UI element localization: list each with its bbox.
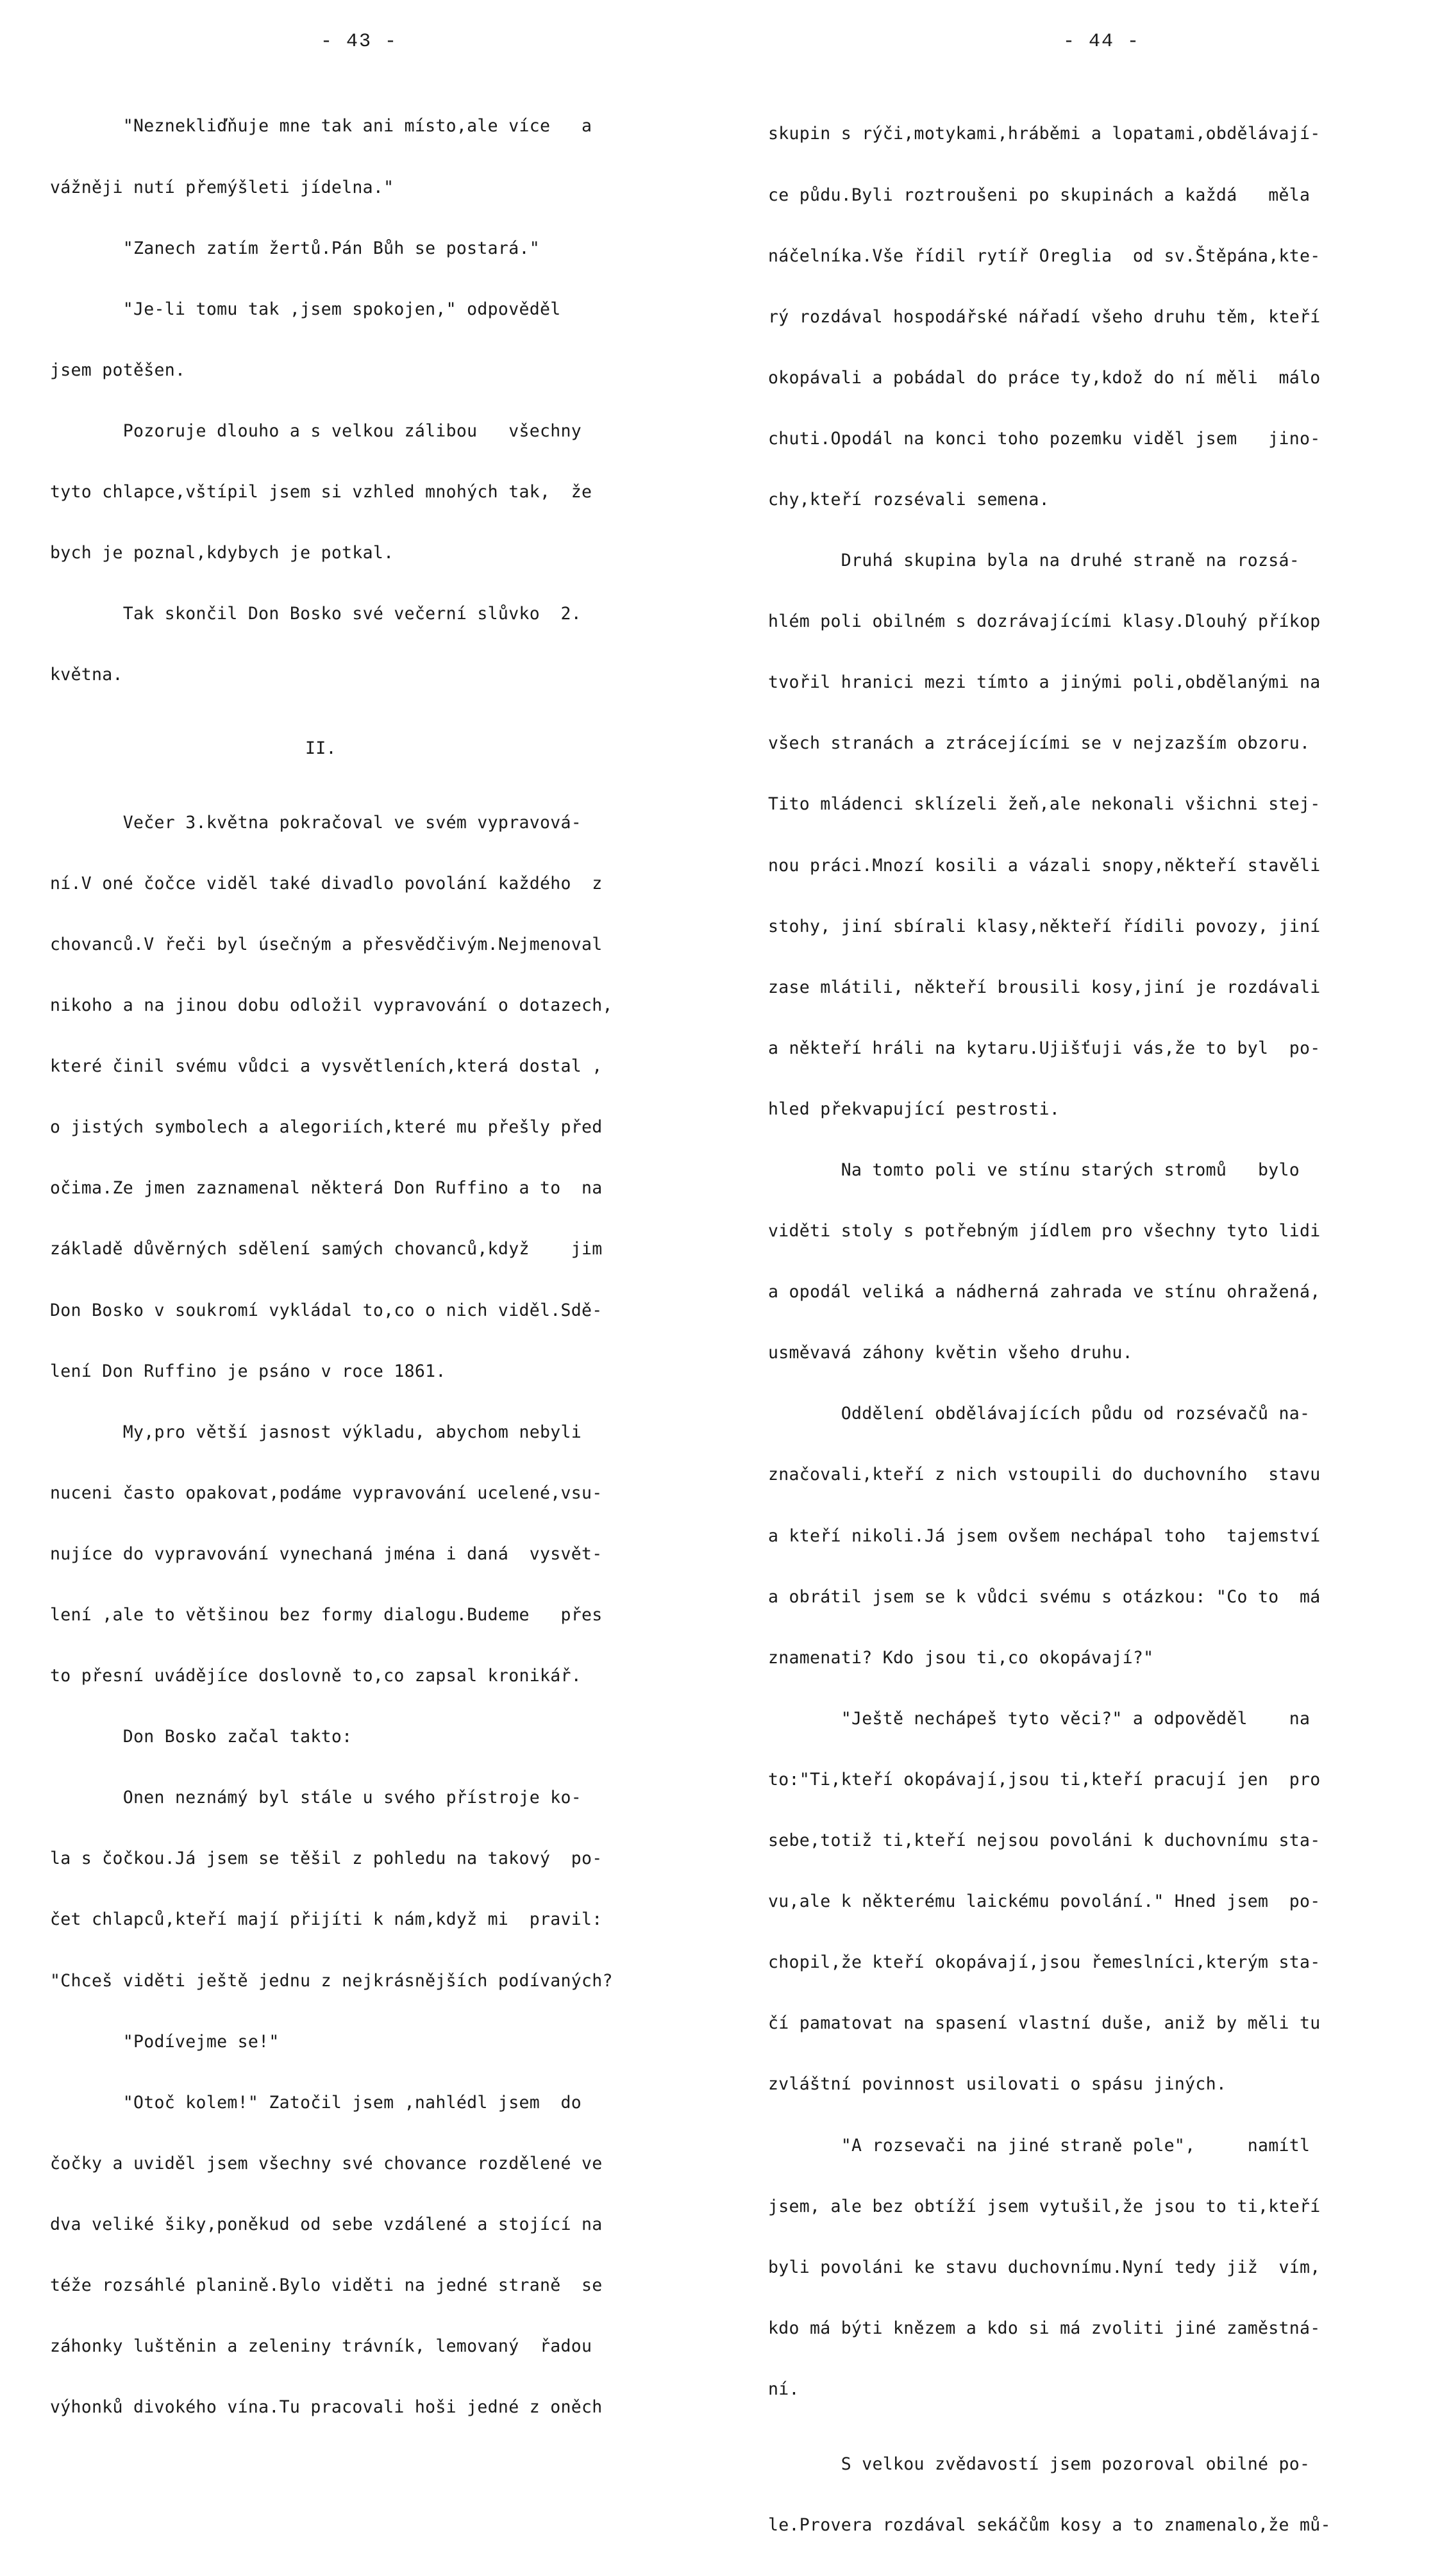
- text-line: Večer 3.května pokračoval ve svém vypravová-: [50, 812, 582, 833]
- text-line: okopávali a pobádal do práce ty,kdož do ní měli málo: [768, 367, 1321, 388]
- text-line: "Podívejme se!": [50, 2031, 280, 2052]
- text-line: sebe,totiž ti,kteří nejsou povoláni k duchovnímu sta-: [768, 1831, 1321, 1851]
- text-line: ní.: [768, 2379, 800, 2399]
- text-line: usměvavá záhony květin všeho druhu.: [768, 1343, 1133, 1363]
- text-line: zase mlátili, někteří brousili kosy,jiní je rozdávali: [768, 977, 1321, 997]
- text-line: "Otoč kolem!" Zatočil jsem ,nahlédl jsem do: [50, 2092, 582, 2113]
- text-line: jsem potěšen.: [50, 360, 186, 380]
- text-line: lení ,ale to většinou bez formy dialogu.Budeme přes: [50, 1604, 603, 1625]
- text-line: rý rozdával hospodářské nářadí všeho druhu těm, kteří: [768, 306, 1321, 327]
- text-line: "Je-li tomu tak ,jsem spokojen," odpověděl: [50, 299, 561, 319]
- text-line: to:"Ti,kteří okopávají,jsou ti,kteří pracují jen pro: [768, 1769, 1321, 1790]
- text-line: Na tomto poli ve stínu starých stromů bylo: [768, 1160, 1300, 1180]
- text-line: chopil,že kteří okopávají,jsou řemeslníci,kterým sta-: [768, 1952, 1321, 1973]
- text-line: Onen neznámý byl stále u svého přístroje ko-: [50, 1788, 582, 1808]
- text-line: hled překvapující pestrosti.: [768, 1099, 1060, 1119]
- text-line: nujíce do vypravování vynechaná jména i daná vysvět-: [50, 1543, 603, 1564]
- text-line: ní.V oné čočce viděl také divadlo povolání každého z: [50, 873, 603, 893]
- text-line: vu,ale k některému laickému povolání." Hned jsem po-: [768, 1891, 1321, 1912]
- text-line: la s čočkou.Já jsem se těšil z pohledu na takový po-: [50, 1849, 603, 1869]
- text-line: bych je poznal,kdybych je potkal.: [50, 543, 394, 563]
- text-line: nou práci.Mnozí kosili a vázali snopy,někteří stavěli: [768, 855, 1321, 876]
- text-line: Druhá skupina byla na druhé straně na rozsá-: [768, 551, 1300, 571]
- text-line: čočky a uviděl jsem všechny své chovance rozdělené ve: [50, 2153, 603, 2173]
- text-line: a opodál veliká a nádherná zahrada ve stínu ohražená,: [768, 1282, 1321, 1302]
- text-line: o jistých symbolech a alegoriích,které mu přešly před: [50, 1117, 603, 1138]
- text-line: chy,kteří rozsévali semena.: [768, 489, 1050, 510]
- text-line: záhonky luštěnin a zeleniny trávník, lemovaný řadou: [50, 2336, 592, 2357]
- text-line: Tak skončil Don Bosko své večerní slůvko 2.: [50, 604, 582, 624]
- text-line: a obrátil jsem se k vůdci svému s otázkou: "Co to má: [768, 1586, 1321, 1607]
- text-line: a kteří nikoli.Já jsem ovšem nechápal toho tajemství: [768, 1525, 1321, 1546]
- text-line: vážněji nutí přemýšleti jídelna.": [50, 177, 394, 197]
- section-heading: [50, 726, 613, 772]
- text-line: Don Bosko začal takto:: [50, 1727, 353, 1747]
- text-line: hlém poli obilném s dozrávajícími klasy.Dlouhý příkop: [768, 611, 1321, 632]
- text-line: "A rozsevači na jiné straně pole", namítl: [768, 2135, 1311, 2156]
- text-line: očima.Ze jmen zaznamenal některá Don Ruffino a to na: [50, 1178, 603, 1199]
- text-line: "Neznekliďňuje mne tak ani místo,ale více a: [50, 116, 592, 137]
- text-line: "Zanech zatím žertů.Pán Bůh se postará.": [50, 238, 540, 258]
- text-line: chuti.Opodál na konci toho pozemku viděl jsem jino-: [768, 428, 1321, 449]
- page-number: - 43 -: [321, 31, 398, 53]
- text-line: byli povoláni ke stavu duchovnímu.Nyní tedy již vím,: [768, 2257, 1321, 2277]
- text-line: viděti stoly s potřebným jídlem pro všechny tyto lidi: [768, 1221, 1321, 1242]
- page-number: - 44 -: [1063, 31, 1141, 53]
- text-line: zvláštní povinnost usilovati o spásu jiných.: [768, 2074, 1227, 2095]
- text-line: základě důvěrných sdělení samých chovanců,když jim: [50, 1239, 603, 1259]
- text-line: Tito mládenci sklízeli žeň,ale nekonali všichni stej-: [768, 794, 1321, 815]
- text-line: téže rozsáhlé planině.Bylo viděti na jedné straně se: [50, 2275, 603, 2295]
- text-line: Don Bosko v soukromí vykládal to,co o nich viděl.Sdě-: [50, 1300, 603, 1320]
- text-line: tyto chlapce,vštípil jsem si vzhled mnohých tak, že: [50, 481, 592, 502]
- text-line: Pozoruje dlouho a s velkou zálibou všechny: [50, 420, 582, 441]
- text-line: le.Provera rozdával sekáčům kosy a to znamenalo,že mů-: [768, 2515, 1331, 2536]
- text-line: dva veliké šiky,poněkud od sebe vzdálené a stojící na: [50, 2214, 603, 2234]
- text-line: chovanců.V řeči byl úsečným a přesvědčivým.Nejmenoval: [50, 934, 603, 954]
- text-line: My,pro větší jasnost výkladu, abychom nebyli: [50, 1422, 582, 1442]
- text-line: "Chceš viděti ještě jednu z nejkrásnějších podívaných?: [50, 1970, 613, 1991]
- text-line: Oddělení obdělávajících půdu od rozsévačů na-: [768, 1404, 1311, 1424]
- page-body-text: [50, 76, 613, 2458]
- text-line: znamenati? Kdo jsou ti,co okopávají?": [768, 1647, 1154, 1668]
- right-page: [724, 0, 1449, 2536]
- section-heading-label: II.: [305, 738, 337, 759]
- text-line: stohy, jiní sbírali klasy,někteří řídili povozy, jiní: [768, 916, 1321, 936]
- text-line: lení Don Ruffino je psáno v roce 1861.: [50, 1361, 446, 1381]
- text-line: čet chlapců,kteří mají přijíti k nám,když mi pravil:: [50, 1909, 603, 1930]
- text-line: "Ještě nechápeš tyto věci?" a odpověděl na: [768, 1708, 1311, 1729]
- text-line: ce půdu.Byli roztroušeni po skupinách a každá měla: [768, 185, 1311, 205]
- text-line: které činil svému vůdci a vysvětleních,která dostal ,: [50, 1056, 603, 1077]
- text-line: čí pamatovat na spasení vlastní duše, aniž by měli tu: [768, 2013, 1321, 2034]
- text-line: výhonků divokého vína.Tu pracovali hoši jedné z oněch: [50, 2397, 603, 2418]
- text-line: května.: [50, 665, 123, 685]
- text-line: skupin s rýči,motykami,hráběmi a lopatami,obdělávají-: [768, 124, 1321, 144]
- left-page: [0, 0, 724, 2418]
- text-line: kdo má býti knězem a kdo si má zvoliti jiné zaměstná-: [768, 2318, 1321, 2338]
- text-line: a někteří hráli na kytaru.Ujišťuji vás,že to byl po-: [768, 1038, 1321, 1058]
- text-line: tvořil hranici mezi tímto a jinými poli,obdělanými na: [768, 672, 1321, 693]
- text-line: náčelníka.Vše řídil rytíř Oreglia od sv.Štěpána,kte-: [768, 245, 1321, 266]
- text-line: značovali,kteří z nich vstoupili do duchovního stavu: [768, 1465, 1321, 1485]
- text-line: to přesní uvádějíce doslovně to,co zapsal kronikář.: [50, 1666, 582, 1686]
- text-line: všech stranách a ztrácejícími se v nejzazším obzoru.: [768, 733, 1311, 754]
- text-line: nikoho a na jinou dobu odložil vypravování o dotazech,: [50, 995, 613, 1016]
- text-line: jsem, ale bez obtíží jsem vytušil,že jsou to ti,kteří: [768, 2196, 1321, 2216]
- text-line: S velkou zvědavostí jsem pozoroval obilné po-: [768, 2454, 1311, 2475]
- text-line: nuceni často opakovat,podáme vypravování ucelené,vsu-: [50, 1483, 603, 1503]
- page-body-text: [768, 83, 1331, 2576]
